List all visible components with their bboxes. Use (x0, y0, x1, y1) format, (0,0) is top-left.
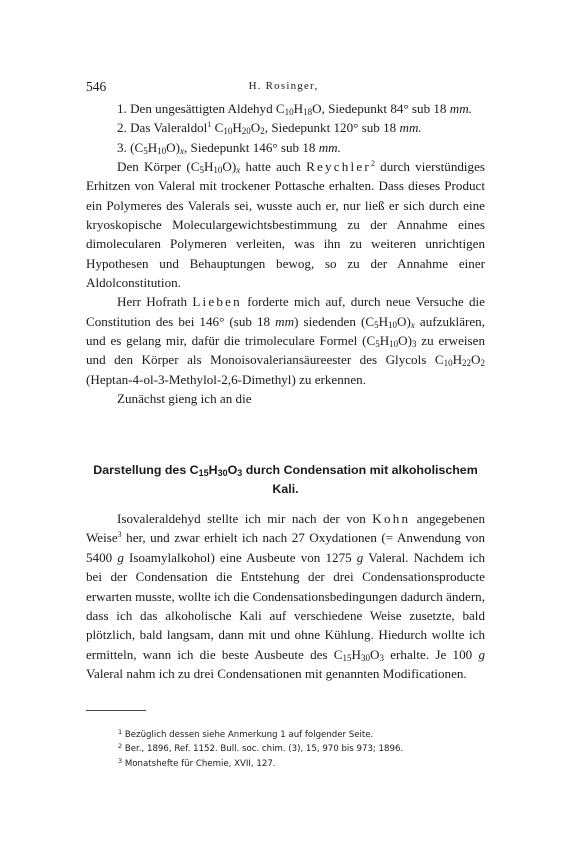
list-item-2: 2. Das Valeraldol$^1$ $C_{10}H_{20}O_2$, Siedepunkt 120° sub 18 mm. (117, 120, 422, 137)
paragraph-kohn: Isovaleraldehyd stellte ich mir nach der von Kohn angegebenen Weise$^3$ her, und zwar erhielt ich nach 27 Oxydationen (= Anwendung von 5400 g Isoamylalkohol) eine Ausbeute von 1275 g Valeral. Nachdem ich bei der Condensation die Entstehung der drei Condensationsproducte erwarten musste, wollte ich die Condensationsbedingungen dadurch ändern, dass ich das alkoholische Kali auf verschiedene Weise zusetzte, bald plötzlich, bald langsam, dann mit und ohne Kühlung. Hiedurch wollte ich ermitteln, wann ich die beste Ausbeute des $C_{15}H_{30}O_3$ erhalte. Je 100 g Valeral nahm ich zu drei Condensationen mit genannten Modificationen. (86, 511, 485, 682)
paragraph-transition: Zunächst gieng ich an die (117, 391, 252, 407)
footnote-ref-1[interactable]: 1 (207, 120, 212, 130)
footnotes (118, 728, 498, 771)
author-name: Lieben (192, 294, 242, 310)
author-name: Kohn (372, 511, 411, 526)
footnote-ref-2[interactable]: 2 (370, 159, 375, 169)
author-name: Reychler (306, 159, 371, 175)
page-header (86, 79, 481, 95)
list-item-3: 3. $(C_5H_{10}O)_x$, Siedepunkt 146° sub 18 mm. (117, 139, 341, 156)
running-head: H. Rosinger, (248, 80, 319, 92)
footnote-1: $^1$ Bezüglich dessen siehe Anmerkung 1 auf folgender Seite. (118, 728, 374, 740)
paragraph-reychler: Den Körper $(C_5H_{10}O)_x$ hatte auch Reychler$^2$ durch vierstündiges Erhitzen von Valeral mit trockener Pottasche erhalten. Dass dieses Product ein Polymeres des Valerals sei, wusste auch er, nur ließ er sich durch eine kryoskopische Moleculargewichtsbestimmung zu der Annahme eines dimolecularen Polymeren verleiten, was ihn zu weiteren unrichtigen Hypothesen und Behauptungen bewog, so zu der Annahme einer Aldolconstitution. (86, 159, 486, 291)
list-item-1: 1. Den ungesättigten Aldehyd $C_{10}H_{18}O$, Siedepunkt 84° sub 18 mm. (117, 101, 472, 117)
footnote-separator (86, 710, 146, 711)
footnote-2: $^2$ Ber., 1896, Ref. 1152. Bull. soc. chim. (3), 15, 970 bis 973; 1896. (118, 742, 404, 755)
main-text-lower (86, 509, 485, 684)
main-text-upper (86, 99, 485, 409)
page-number: 546 (86, 79, 107, 94)
paragraph-lieben: Herr Hofrath Lieben forderte mich auf, durch neue Versuche die Constitution des bei 146° (sub 18 mm) siedenden $(C_5H_{10}O)_x$ aufzuklären, und es gelang mir, dafür die trimoleculare Formel $(C_5H_{10}O)_3$ zu erweisen und den Körper als Monoisovaleriansäureester des Glycols $C_{10}H_{22}O_2$ (Heptan-4-ol-3-Methylol-2,6-Dimethyl) zu erkennen. (86, 294, 486, 387)
footnote-ref-3[interactable]: 3 (117, 530, 122, 540)
section-heading: Darstellung des $C_{15}H_{30}O_3$ durch Condensation mit alkoholischem Kali. (93, 463, 478, 496)
footnote-3: $^3$ Monatshefte für Chemie, XVII, 127. (118, 756, 276, 769)
